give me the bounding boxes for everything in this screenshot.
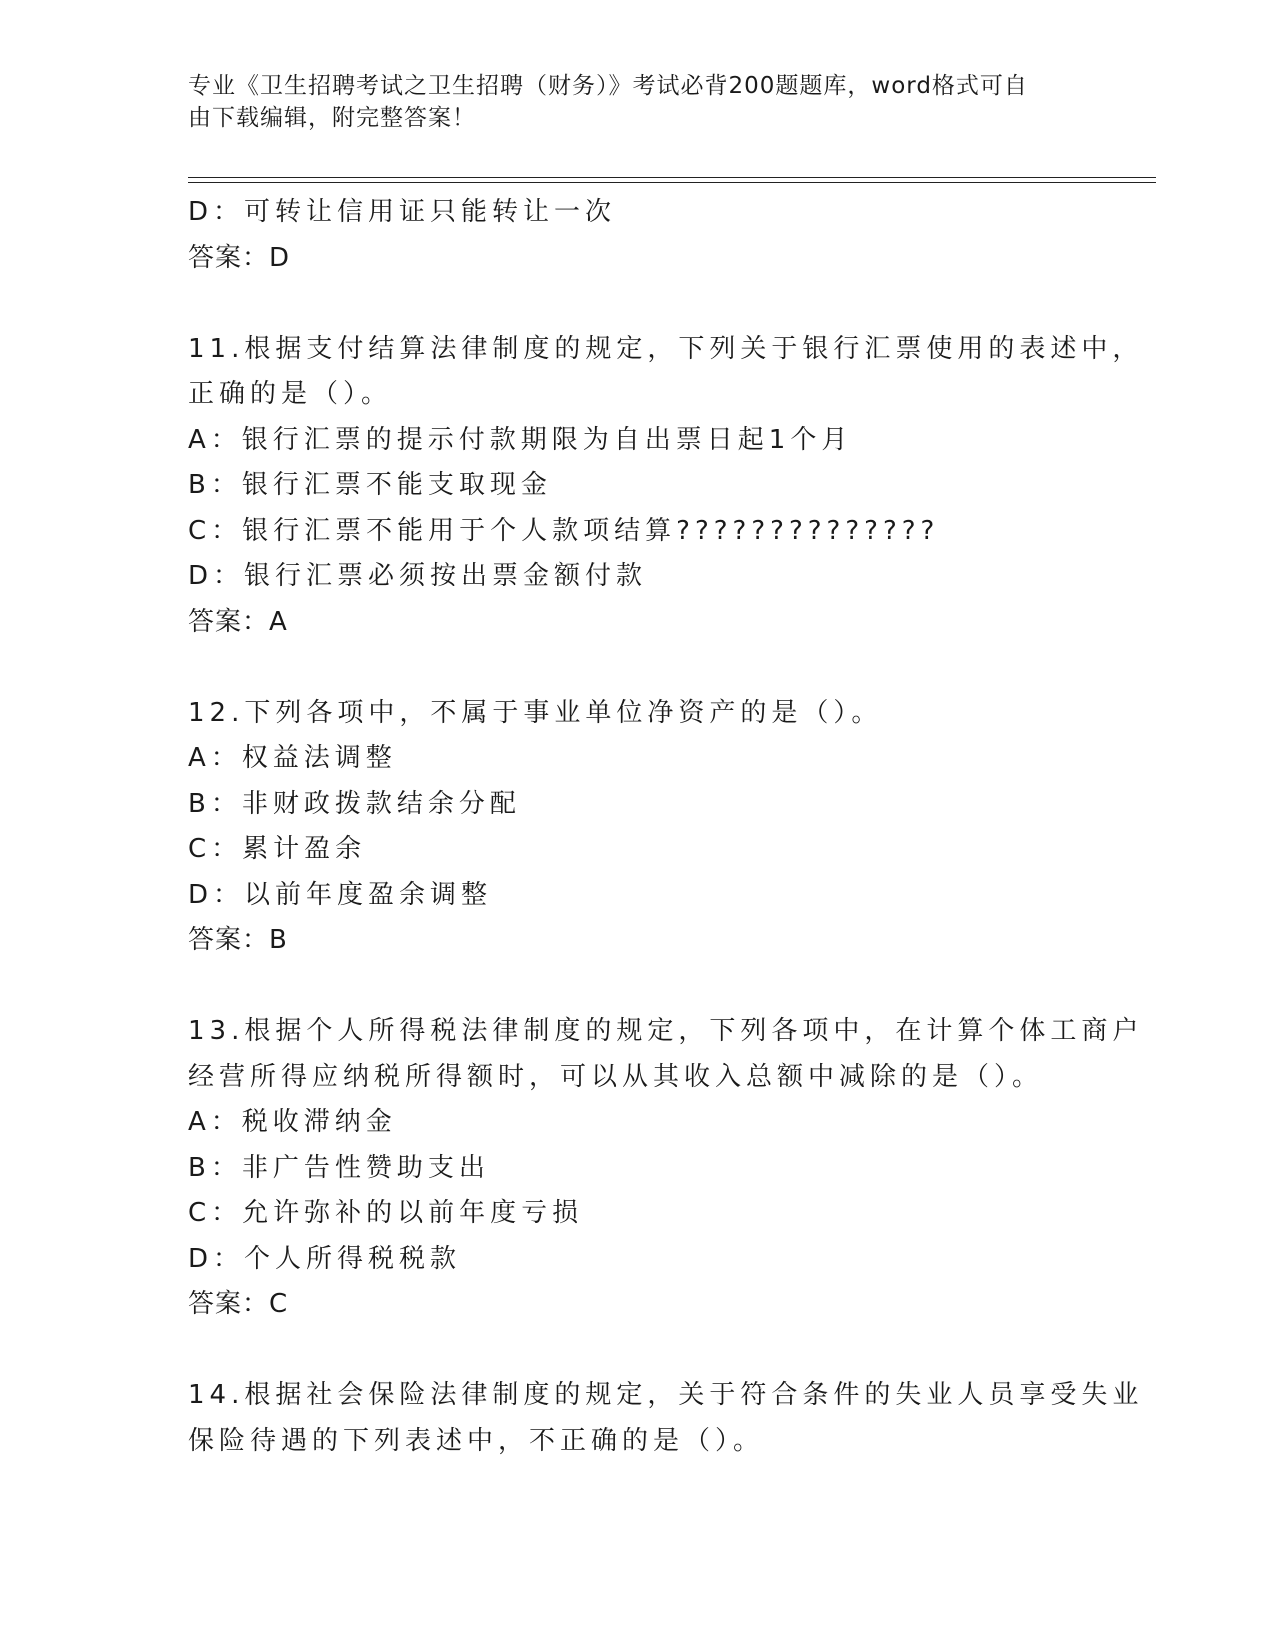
question-stem: 13.根据个人所得税法律制度的规定，下列各项中，在计算个体工商户: [188, 1016, 1144, 1046]
answer-line: 答案：C: [188, 1289, 289, 1319]
option-b: B：非财政拨款结余分配: [188, 788, 521, 819]
question-12: [188, 691, 1088, 964]
option-c: C：允许弥补的以前年度亏损: [188, 1198, 584, 1228]
option-b: B：非广告性赞助支出: [188, 1152, 490, 1183]
question-stem: 11.根据支付结算法律制度的规定，下列关于银行汇票使用的表述中，: [188, 333, 1144, 364]
option-c: C：累计盈余: [188, 834, 367, 864]
question-stem-continued: 经营所得应纳税所得额时，可以从其收入总额中减除的是（）。: [188, 1061, 1044, 1092]
question-11: [188, 327, 1144, 646]
question-stem-continued: 正确的是（）。: [188, 379, 393, 409]
option-a: A：银行汇票的提示付款期限为自出票日起1个月: [188, 424, 853, 455]
option-a: A：权益法调整: [188, 743, 397, 773]
spacer: [188, 281, 1088, 327]
question-list: [188, 190, 1144, 1464]
option-d: D：银行汇票必须按出票金额付款: [188, 561, 648, 591]
option-a: A：税收滞纳金: [188, 1107, 397, 1137]
question-stem-continued: 保险待遇的下列表述中，不正确的是（）。: [188, 1425, 765, 1456]
answer-line: 答案：B: [188, 925, 288, 955]
question-stem: 12.下列各项中，不属于事业单位净资产的是（）。: [188, 697, 883, 728]
question-stem: 14.根据社会保险法律制度的规定，关于符合条件的失业人员享受失业: [188, 1380, 1144, 1410]
spacer: [188, 1328, 1088, 1374]
spacer: [188, 964, 1088, 1010]
question-14: [188, 1373, 1144, 1464]
header-line-2: 由下载编辑，附完整答案！: [188, 105, 476, 131]
answer-line: 答案：D: [188, 242, 291, 273]
answer-line: 答案：A: [188, 606, 288, 637]
question-13: [188, 1009, 1144, 1328]
header-divider: [188, 177, 1156, 183]
option-b: B：银行汇票不能支取现金: [188, 470, 552, 500]
option-c: C：银行汇票不能用于个人款项结算??????????????: [188, 515, 940, 546]
option-d: D：个人所得税税款: [188, 1243, 462, 1274]
document-header: [188, 70, 1068, 134]
spacer: [188, 645, 1088, 691]
option-d: D：以前年度盈余调整: [188, 879, 493, 910]
option-d: D：可转让信用证只能转让一次: [188, 197, 617, 227]
header-line-1: 专业《卫生招聘考试之卫生招聘（财务）》考试必背200题题库，word格式可自: [188, 73, 1028, 99]
